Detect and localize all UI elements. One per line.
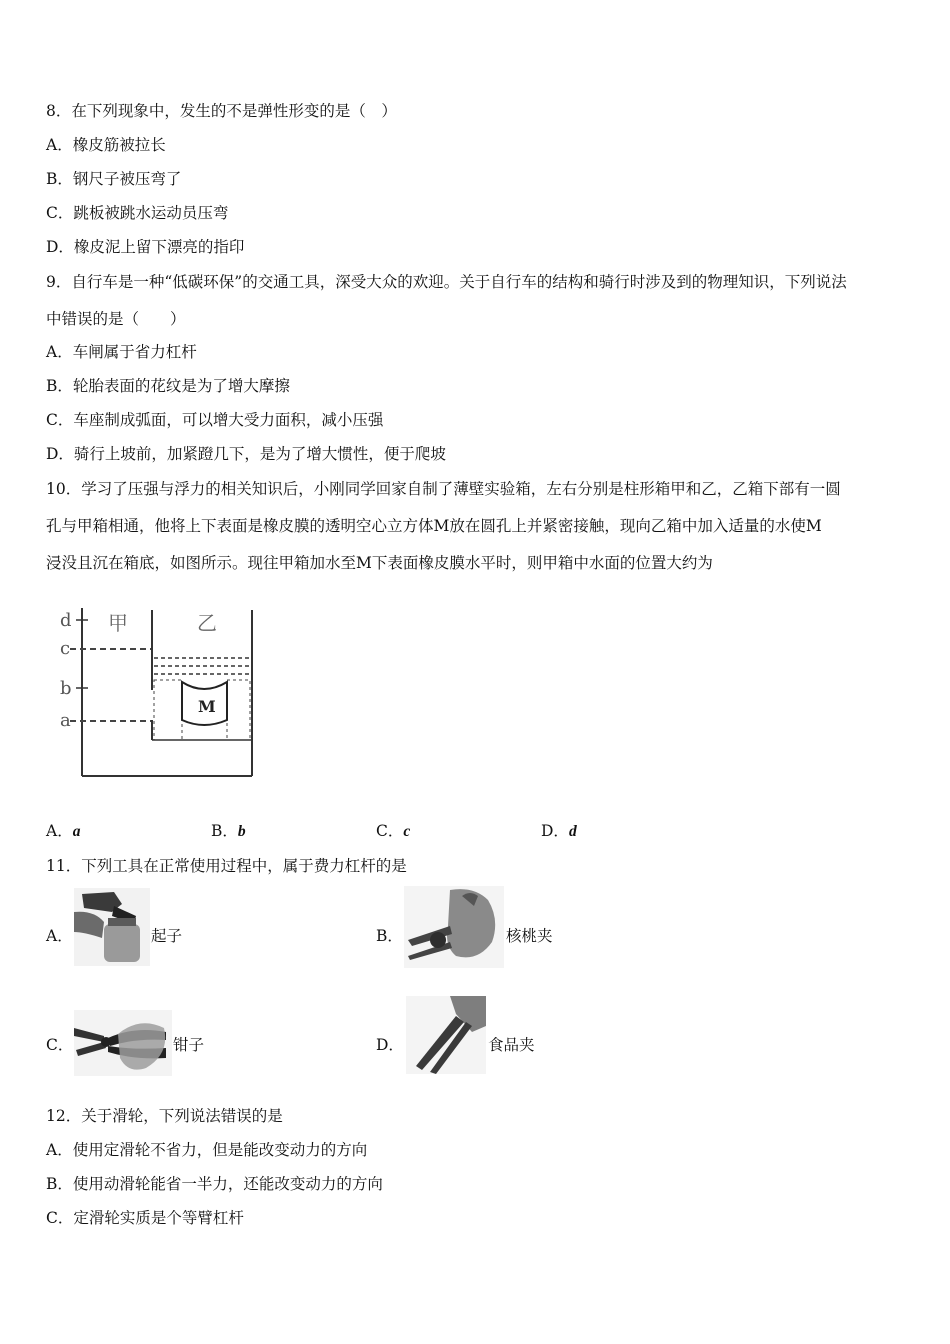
- q10-option-b-value: b: [237, 823, 246, 840]
- label-c: c: [60, 638, 71, 659]
- cube-m-label: M: [198, 697, 216, 716]
- q10-option-a-letter: A．: [46, 822, 73, 840]
- label-d: d: [60, 610, 72, 631]
- q10-option-c[interactable]: [376, 821, 410, 842]
- q11-option-b-letter[interactable]: B．: [376, 927, 403, 945]
- q8-stem: 8．在下列现象中，发生的不是弹性形变的是（ ）: [46, 102, 397, 120]
- q12-option-b[interactable]: B．使用动滑轮能省一半力，还能改变动力的方向: [46, 1175, 383, 1193]
- q10-option-d[interactable]: [541, 821, 577, 842]
- q10-option-a-value: a: [72, 823, 81, 840]
- bottle-opener-icon: [74, 888, 150, 966]
- q10-stem-line1: 10．学习了压强与浮力的相关知识后，小刚同学回家自制了薄壁实验箱，左右分别是柱形箱甲和乙，乙箱下部有一圆: [46, 480, 841, 498]
- q12-stem: 12．关于滑轮，下列说法错误的是: [46, 1107, 283, 1125]
- q10-stem-line3: 浸没且沉在箱底，如图所示。现往甲箱加水至M下表面橡皮膜水平时，则甲箱中水面的位置大约为: [46, 554, 713, 572]
- q11-option-d-label: 食品夹: [488, 1036, 535, 1054]
- q11-option-b-label: 核桃夹: [506, 927, 553, 945]
- food-tongs-icon: [406, 996, 486, 1074]
- q10-option-c-value: c: [403, 823, 411, 840]
- nutcracker-icon: [404, 886, 504, 968]
- q11-option-d-letter[interactable]: D．: [376, 1036, 404, 1054]
- q12-option-c[interactable]: C．定滑轮实质是个等臂杠杆: [46, 1209, 244, 1227]
- q10-container-diagram: [52, 600, 262, 782]
- q12-option-a[interactable]: A．使用定滑轮不省力，但是能改变动力的方向: [46, 1141, 368, 1159]
- label-b: b: [60, 678, 72, 699]
- q11-option-a-letter[interactable]: A．: [46, 927, 73, 945]
- box-jia-label: 甲: [108, 611, 128, 635]
- q8-option-d[interactable]: D．橡皮泥上留下漂亮的指印: [46, 238, 245, 256]
- q9-option-c[interactable]: C．车座制成弧面，可以增大受力面积，减小压强: [46, 411, 384, 429]
- q11-option-a-label: 起子: [151, 927, 183, 945]
- q10-stem-line2: 孔与甲箱相通，他将上下表面是橡皮膜的透明空心立方体M放在圆孔上并紧密接触，现向乙箱中加入适量的水使M: [46, 517, 822, 535]
- q11-option-c-label: 钳子: [173, 1036, 205, 1054]
- q9-option-b[interactable]: B．轮胎表面的花纹是为了增大摩擦: [46, 377, 290, 395]
- q8-option-c[interactable]: C．跳板被跳水运动员压弯: [46, 204, 229, 222]
- q8-option-a[interactable]: A．橡皮筋被拉长: [46, 136, 166, 154]
- pliers-icon: [74, 1010, 172, 1076]
- q10-option-b-letter: B．: [211, 822, 238, 840]
- box-yi-label: 乙: [197, 611, 217, 635]
- q8-option-b[interactable]: B．钢尺子被压弯了: [46, 170, 182, 188]
- q9-stem-line1: 9．自行车是一种“低碳环保”的交通工具，深受大众的欢迎。关于自行车的结构和骑行时涉及到的物理知识，下列说法: [46, 273, 847, 291]
- q9-stem-line2: 中错误的是（ ）: [46, 310, 186, 328]
- q10-option-b[interactable]: [211, 821, 246, 842]
- q10-option-c-letter: C．: [376, 822, 404, 840]
- q11-stem: 11．下列工具在正常使用过程中，属于费力杠杆的是: [46, 857, 407, 875]
- q9-option-d[interactable]: D．骑行上坡前，加紧蹬几下，是为了增大惯性，便于爬坡: [46, 445, 446, 463]
- q11-option-c-letter[interactable]: C．: [46, 1036, 74, 1054]
- label-a: a: [60, 710, 71, 731]
- q10-option-d-letter: D．: [541, 822, 569, 840]
- q10-option-d-value: d: [568, 823, 577, 840]
- q9-option-a[interactable]: A．车闸属于省力杠杆: [46, 343, 197, 361]
- q10-option-a[interactable]: [46, 821, 80, 842]
